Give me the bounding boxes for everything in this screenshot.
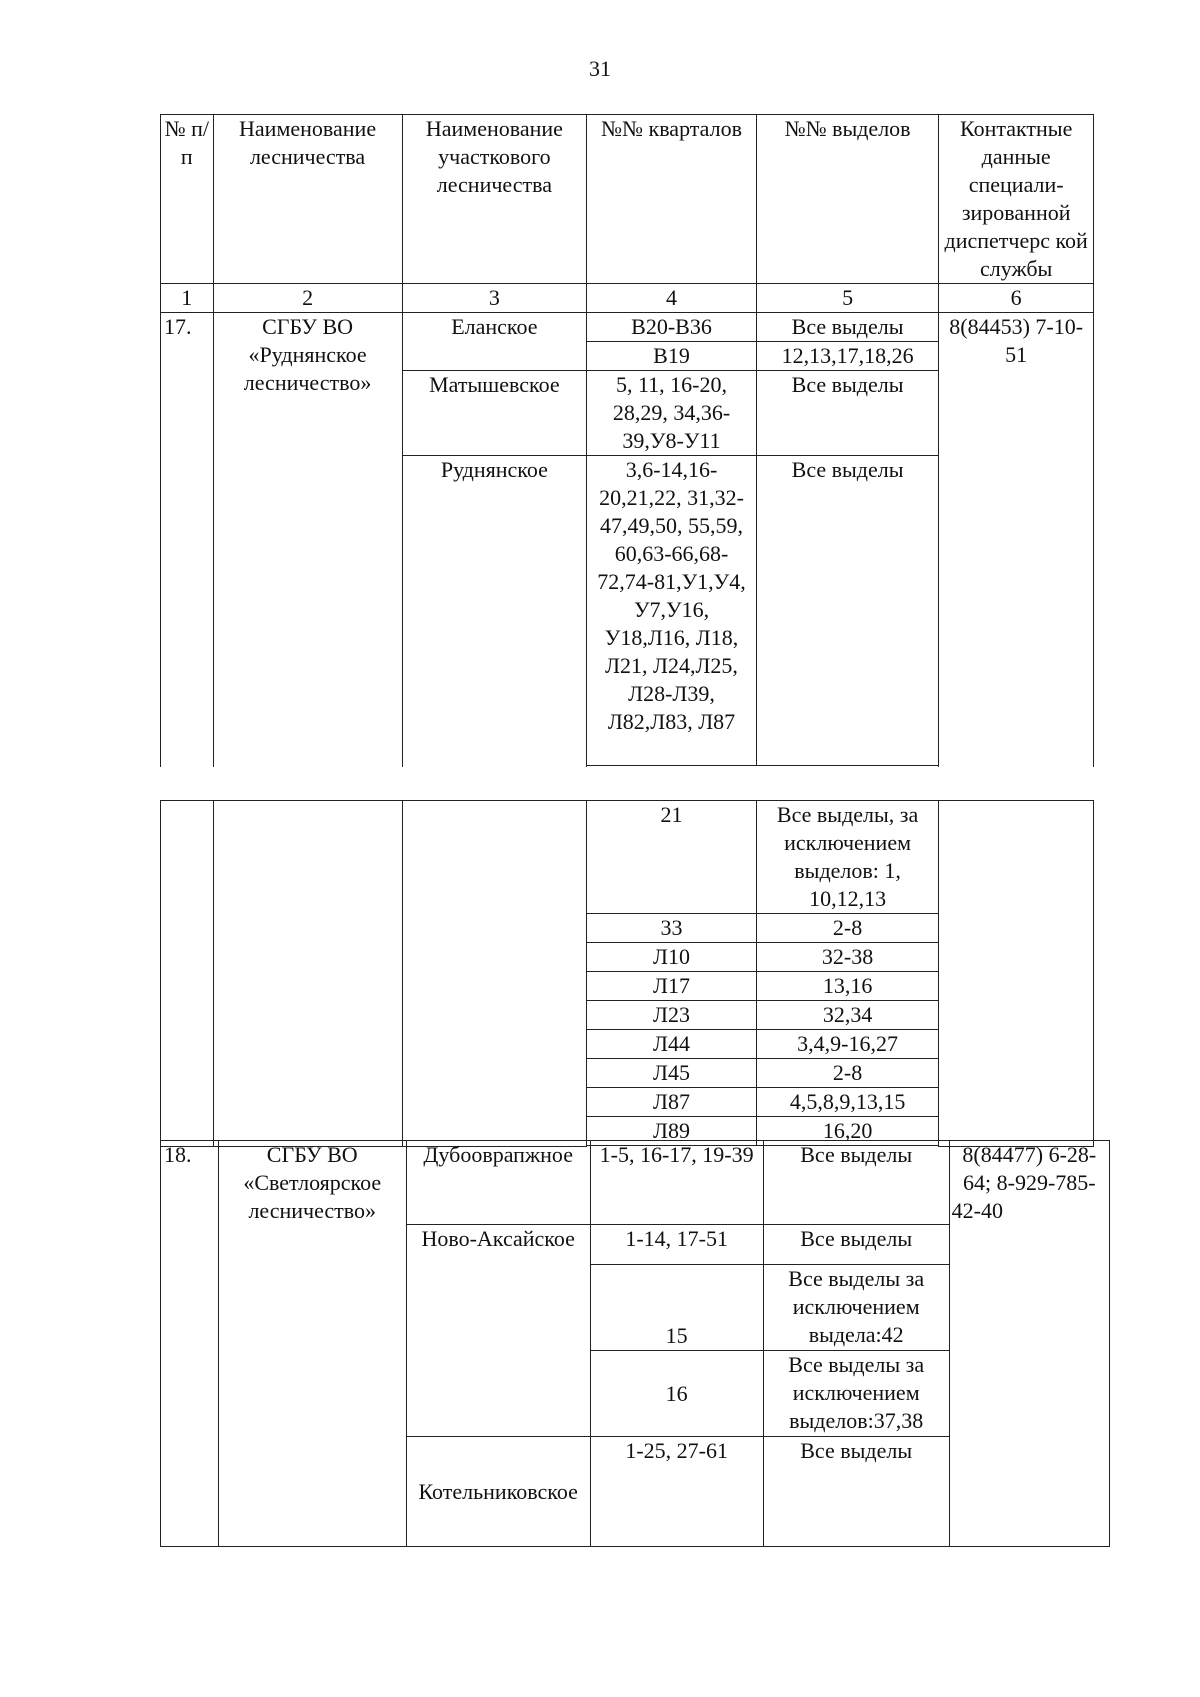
quarters-cell: 15 xyxy=(590,1265,763,1351)
header-row xyxy=(161,115,1094,284)
plots-cell: 16,20 xyxy=(756,1117,939,1146)
column-number-row xyxy=(161,284,1094,313)
col-number: 1 xyxy=(161,284,214,313)
plots-cell: 4,5,8,9,13,15 xyxy=(756,1088,939,1117)
quarters-cell: 16 xyxy=(590,1351,763,1437)
page-number: 31 xyxy=(589,56,611,81)
plots-cell: 2-8 xyxy=(756,914,939,943)
plots-cell: Все выделы xyxy=(756,371,939,456)
section-name: Матышевское xyxy=(402,371,587,456)
header-section: Наименование участкового лесничества xyxy=(402,115,587,284)
table-row xyxy=(161,313,1094,342)
quarters-cell: 33 xyxy=(587,914,757,943)
header-forestry: Наименование лесничества xyxy=(213,115,402,284)
entry-number-cont xyxy=(161,801,214,1147)
quarters-cell: 1-25, 27-61 xyxy=(590,1437,763,1547)
section-name: Ново-Аксайское xyxy=(406,1225,590,1437)
contact-info: 8(84453) 7-10-51 xyxy=(939,313,1094,767)
plots-cell: Все выделы за исключением выдела:42 xyxy=(763,1265,949,1351)
plots-cell: Все выделы, за исключением выделов: 1, 10,12,13 xyxy=(756,801,939,914)
forestry-table-part-3 xyxy=(160,1140,1110,1547)
forestry-name: СГБУ ВО «Руднянское лесничество» xyxy=(213,313,402,767)
forestry-name-cont xyxy=(213,801,402,1147)
plots-cell: 32-38 xyxy=(756,943,939,972)
quarters-cell: 3,6-14,16-20,21,22, 31,32-47,49,50, 55,59, 60,63-66,68-72,74-81,У1,У4, У7,У16, У18,Л16, Л18, Л21, Л24,Л25, Л28-Л39, Л82,Л83, Л87 xyxy=(587,456,757,766)
section-name: Котельниковское xyxy=(406,1437,590,1547)
quarters-cell: Л17 xyxy=(587,972,757,1001)
plots-cell: 2-8 xyxy=(756,1059,939,1088)
header-num: № п/п xyxy=(161,115,214,284)
col-number: 4 xyxy=(587,284,757,313)
contact-info-cont xyxy=(939,801,1094,1147)
table-row xyxy=(161,801,1094,914)
quarters-cell: Л10 xyxy=(587,943,757,972)
section-name: Еланское xyxy=(402,313,587,371)
plots-cell: Все выделы xyxy=(763,1437,949,1547)
quarters-cell: Л89 xyxy=(587,1117,757,1146)
quarters-cell: 5, 11, 16-20, 28,29, 34,36-39,У8-У11 xyxy=(587,371,757,456)
forestry-table-part-2 xyxy=(160,800,1094,1147)
plots-cell: Все выделы за исключением выделов:37,38 xyxy=(763,1351,949,1437)
plots-cell: 13,16 xyxy=(756,972,939,1001)
plots-cell: Все выделы xyxy=(763,1225,949,1265)
contact-info: 8(84477) 6-28-64; 8-929-785-42-40 xyxy=(949,1141,1109,1547)
header-plots: №№ выделов xyxy=(756,115,939,284)
col-number: 5 xyxy=(756,284,939,313)
entry-number: 17. xyxy=(161,313,214,767)
forestry-name: СГБУ ВО «Светлоярское лесничество» xyxy=(218,1141,406,1547)
quarters-cell: Л45 xyxy=(587,1059,757,1088)
table-row xyxy=(161,1141,1110,1225)
col-number: 2 xyxy=(213,284,402,313)
quarters-cell: В19 xyxy=(587,342,757,371)
quarters-cell: 21 xyxy=(587,801,757,914)
section-name: Дубооврапжное xyxy=(406,1141,590,1225)
header-quarters: №№ кварталов xyxy=(587,115,757,284)
quarters-cell: Л87 xyxy=(587,1088,757,1117)
forestry-table-part-1 xyxy=(160,114,1094,767)
col-number: 3 xyxy=(402,284,587,313)
plots-cell: 32,34 xyxy=(756,1001,939,1030)
section-name-cont xyxy=(402,801,587,1147)
plots-cell: Все выделы xyxy=(756,313,939,342)
entry-number: 18. xyxy=(161,1141,219,1547)
section-name: Руднянское xyxy=(402,456,587,767)
plots-cell: 3,4,9-16,27 xyxy=(756,1030,939,1059)
plots-cell: Все выделы xyxy=(763,1141,949,1225)
quarters-cell: Л44 xyxy=(587,1030,757,1059)
plots-cell: 12,13,17,18,26 xyxy=(756,342,939,371)
quarters-cell: В20-В36 xyxy=(587,313,757,342)
quarters-cell: Л23 xyxy=(587,1001,757,1030)
plots-cell: Все выделы xyxy=(756,456,939,766)
quarters-cell: 1-5, 16-17, 19-39 xyxy=(590,1141,763,1225)
quarters-cell: 1-14, 17-51 xyxy=(590,1225,763,1265)
header-contact: Контактные данные специали-зированной диспетчерс кой службы xyxy=(939,115,1094,284)
col-number: 6 xyxy=(939,284,1094,313)
